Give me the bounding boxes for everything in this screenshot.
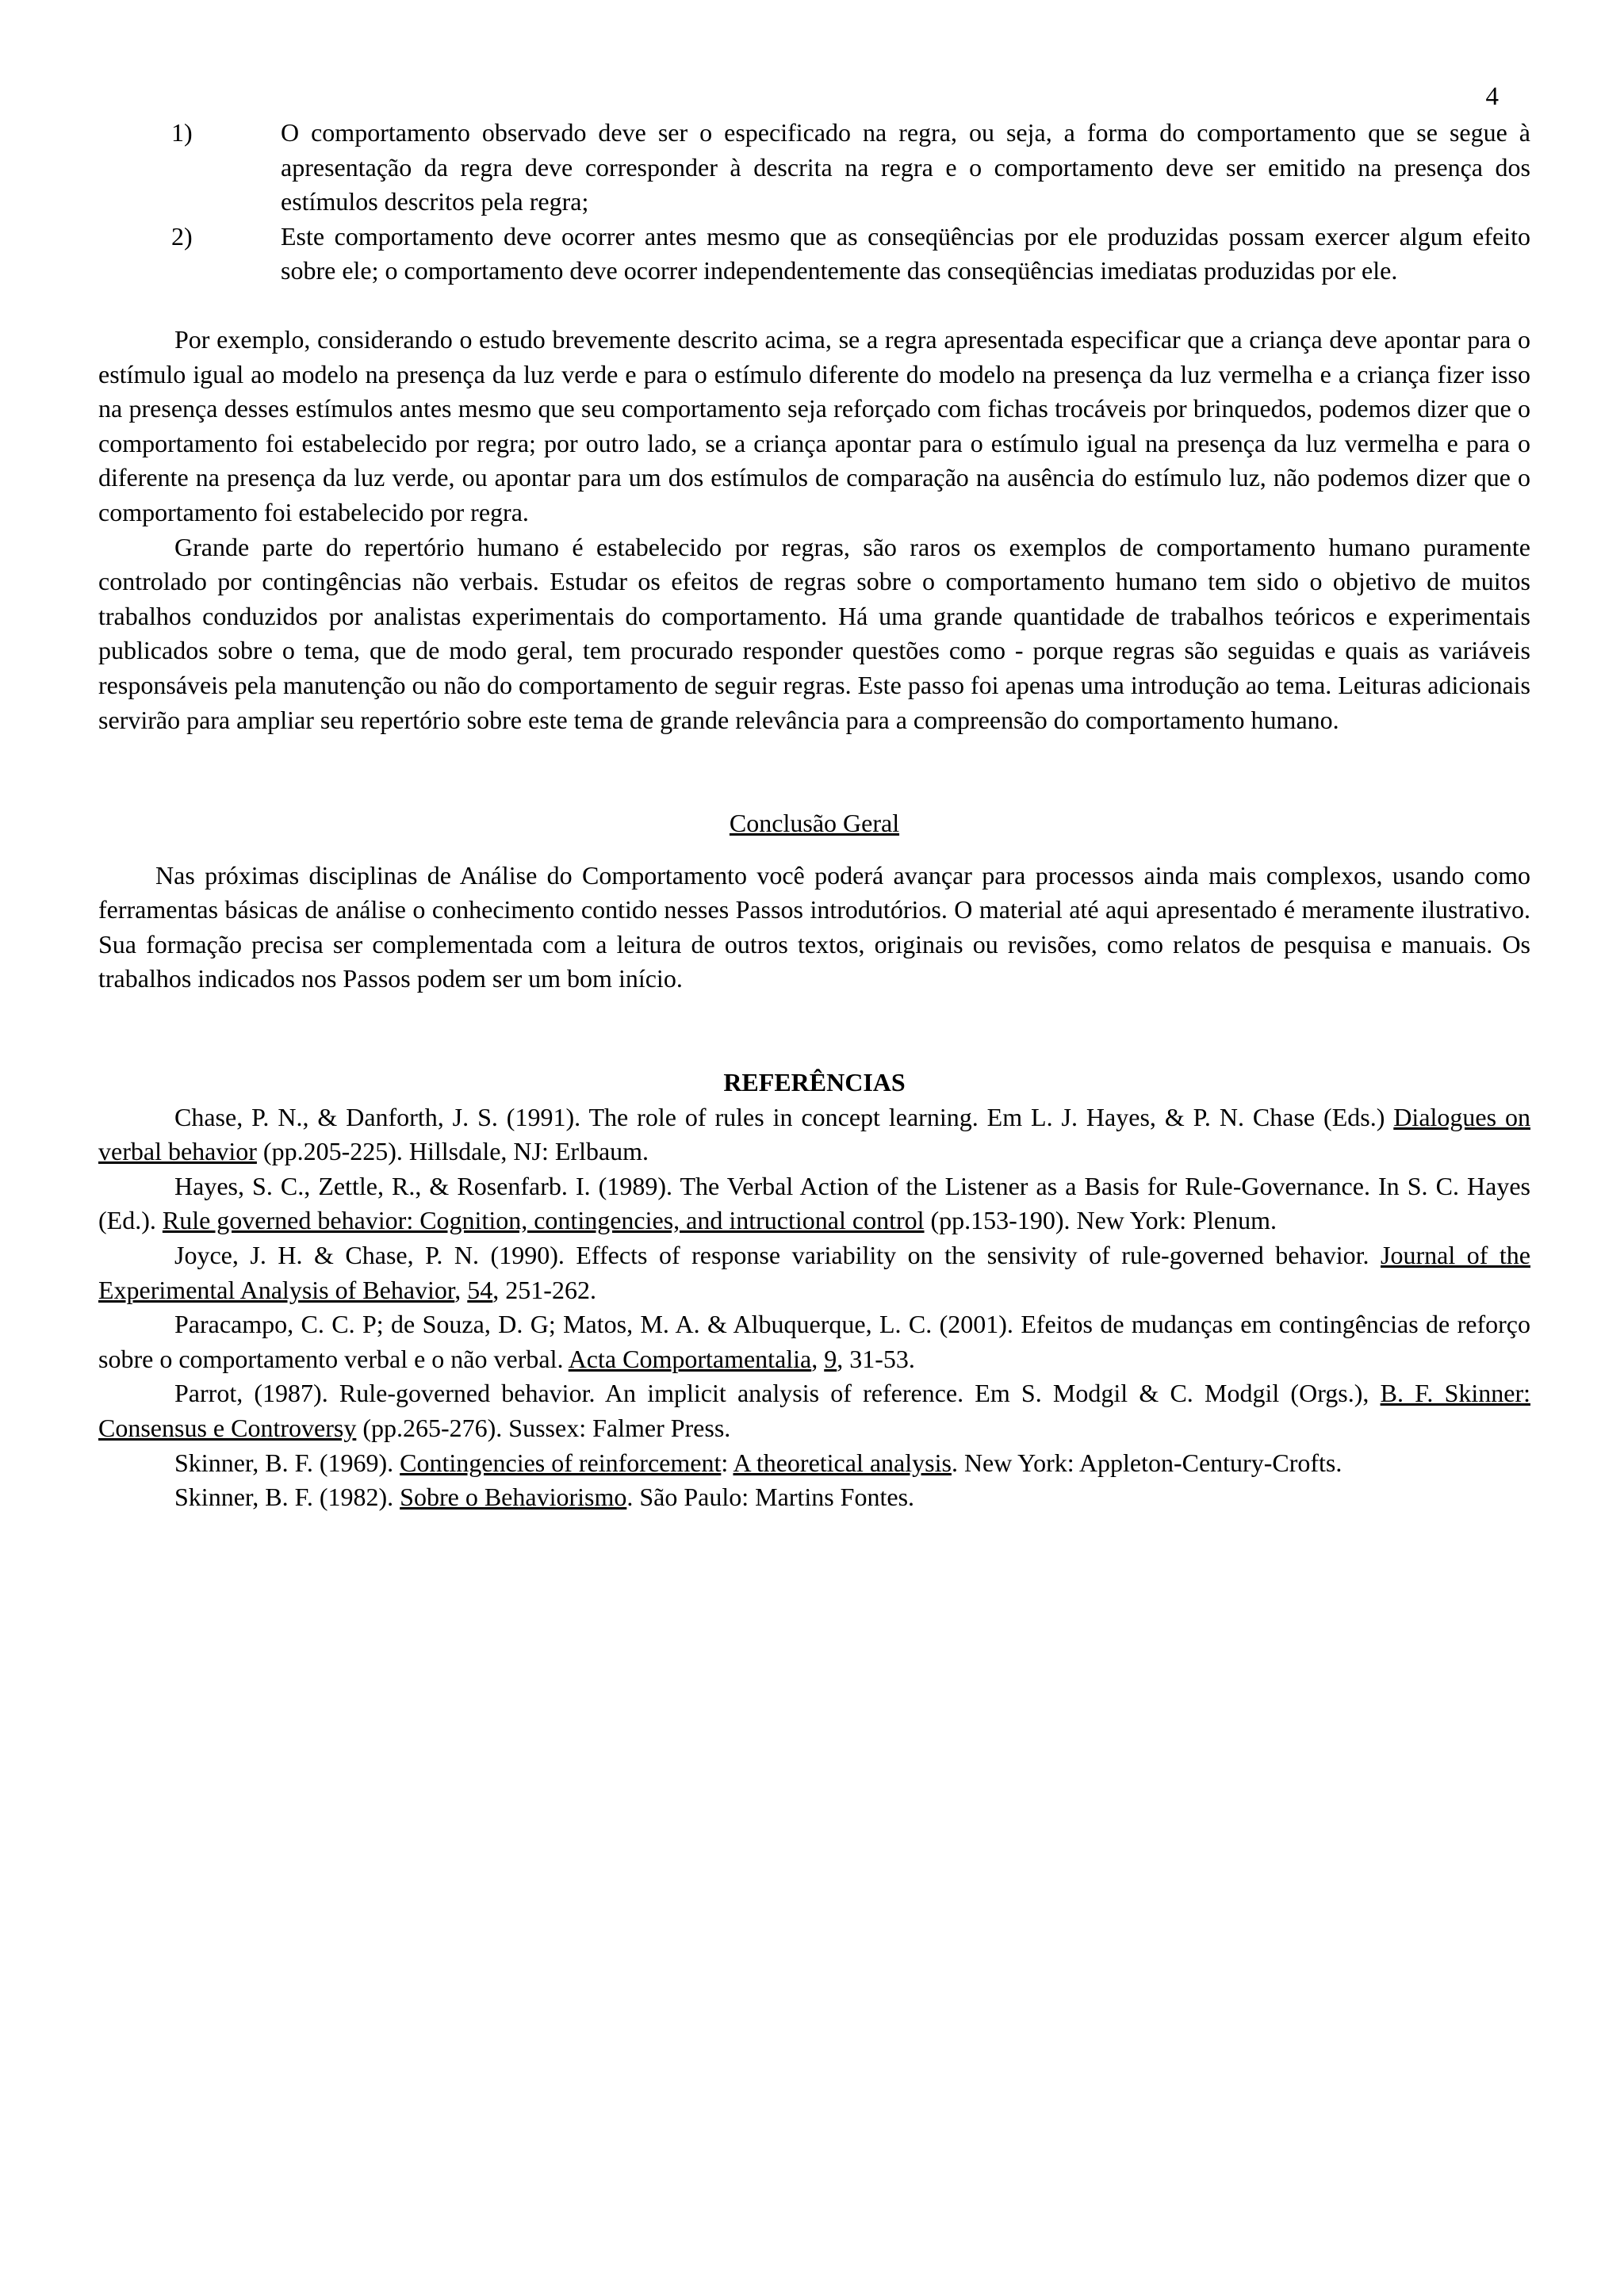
reference-title: Dialogues on verbal behavior bbox=[98, 1102, 1531, 1166]
reference-title: Contingencies of reinforcement bbox=[400, 1448, 722, 1477]
reference-text: , 31-53. bbox=[837, 1344, 915, 1373]
page-content bbox=[98, 116, 1530, 1515]
page-number: 4 bbox=[1485, 82, 1499, 111]
reference-entry bbox=[98, 1376, 1530, 1445]
reference-entry bbox=[98, 1307, 1530, 1376]
reference-text: Paracampo, C. C. P; de Souza, D. G; Matos, M. A. & Albuquerque, L. C. (2001). Efeitos de mudanças em contingências de reforço sobre o comportamento verbal e o não verbal. bbox=[98, 1310, 1530, 1373]
reference-title: 9 bbox=[824, 1344, 837, 1373]
list-item-number: 2) bbox=[171, 221, 193, 251]
reference-text: , bbox=[454, 1275, 468, 1304]
reference-text: , bbox=[811, 1344, 825, 1373]
list-item-text: O comportamento observado deve ser o especificado na regra, ou seja, a forma do comportamento que se segue à apresentação da regra deve corresponder à descrita na regra e o comportamento deve ser emitido na presença dos estímulos descritos pela regra; bbox=[281, 118, 1530, 216]
list-item-text: Este comportamento deve ocorrer antes mesmo que as conseqüências por ele produzidas possam exercer algum efeito sobre ele; o comportamento deve ocorrer independentemente das conseqüências imediatas produzidas por ele. bbox=[281, 221, 1530, 285]
reference-text: Chase, P. N., & Danforth, J. S. (1991). The role of rules in concept learning. Em L. J. Hayes, & P. N. Chase (Eds.) bbox=[174, 1102, 1394, 1131]
reference-text: Skinner, B. F. (1982). bbox=[174, 1483, 400, 1512]
list-item-number: 1) bbox=[171, 118, 193, 147]
reference-title: Acta Comportamentalia bbox=[568, 1344, 812, 1373]
list-item bbox=[98, 116, 1530, 220]
reference-entry bbox=[98, 1169, 1530, 1238]
list-item bbox=[98, 220, 1530, 289]
reference-title: 54 bbox=[467, 1275, 493, 1304]
reference-text: : bbox=[721, 1448, 733, 1477]
conclusion-title: Conclusão Geral bbox=[729, 809, 900, 838]
reference-entry bbox=[98, 1446, 1530, 1481]
reference-title: Sobre o Behaviorismo bbox=[400, 1483, 627, 1512]
reference-entry bbox=[98, 1238, 1530, 1307]
reference-text: Parrot, (1987). Rule-governed behavior. An implicit analysis of reference. Em S. Modgil & C. Modgil (Orgs.), bbox=[174, 1379, 1381, 1408]
conclusion-paragraph: Nas próximas disciplinas de Análise do Comportamento você poderá avançar para processos ainda mais complexos, usando como ferramentas básicas de análise o conhecimento contido nesses Passos introdutórios. O material até aqui apresentado é meramente ilustrativo. Sua formação precisa ser complementada com a leitura de outros textos, originais ou revisões, como relatos de pesquisa e manuais. Os trabalhos indicados nos Passos podem ser um bom início. bbox=[98, 860, 1530, 993]
reference-entry bbox=[98, 1100, 1530, 1169]
reference-list bbox=[98, 1100, 1530, 1515]
reference-text: Skinner, B. F. (1969). bbox=[174, 1448, 400, 1477]
reference-title: B. F. Skinner: Consensus e Controversy bbox=[98, 1379, 1531, 1442]
reference-title: Journal of the Experimental Analysis of Behavior bbox=[98, 1241, 1531, 1304]
reference-text: , 251-262. bbox=[492, 1275, 596, 1304]
reference-title: A theoretical analysis bbox=[733, 1448, 952, 1477]
body-paragraph: Por exemplo, considerando o estudo brevemente descrito acima, se a regra apresentada especificar que a criança deve apontar para o estímulo igual ao modelo na presença da luz verde e para o estímulo diferente do modelo na presença da luz vermelha e a criança fizer isso na presença desses estímulos antes mesmo que seu comportamento seja reforçado com fichas trocáveis por brinquedos, podemos dizer que o comportamento foi estabelecido por regra; por outro lado, se a criança apontar para o estímulo igual na presença da luz vermelha e para o diferente na presença da luz verde, ou apontar para um dos estímulos de comparação na ausência do estímulo luz, não podemos dizer que o comportamento foi estabelecido por regra. bbox=[98, 324, 1530, 526]
reference-text: . New York: Appleton-Century-Crofts. bbox=[951, 1448, 1342, 1477]
reference-title: Rule governed behavior: Cognition, contingencies, and intructional control bbox=[162, 1206, 925, 1235]
reference-text: Joyce, J. H. & Chase, P. N. (1990). Effects of response variability on the sensivity of rule-governed behavior. bbox=[174, 1241, 1381, 1270]
references-heading: REFERÊNCIAS bbox=[723, 1068, 906, 1097]
reference-text: (pp.265-276). Sussex: Falmer Press. bbox=[356, 1414, 731, 1442]
body-paragraph: Grande parte do repertório humano é estabelecido por regras, são raros os exemplos de comportamento humano puramente controlado por contingências não verbais. Estudar os efeitos de regras sobre o comportamento humano tem sido o objetivo de muitos trabalhos conduzidos por analistas experimentais do comportamento. Há uma grande quantidade de trabalhos teóricos e experimentais publicados sobre o tema, que de modo geral, tem procurado responder questões como - porque regras são seguidas e quais as variáveis responsáveis pela manutenção ou não do comportamento de seguir regras. Este passo foi apenas uma introdução ao tema. Leituras adicionais servirão para ampliar seu repertório sobre este tema de grande relevância para a compreensão do comportamento humano. bbox=[98, 532, 1530, 734]
reference-text: . São Paulo: Martins Fontes. bbox=[626, 1483, 915, 1512]
reference-text: Hayes, S. C., Zettle, R., & Rosenfarb. I. (1989). The Verbal Action of the Listener as a Basis for Rule-Governance. In S. C. Hayes (Ed.). bbox=[98, 1171, 1530, 1235]
reference-text: (pp.205-225). Hillsdale, NJ: Erlbaum. bbox=[256, 1137, 649, 1166]
reference-entry bbox=[98, 1480, 1530, 1515]
reference-text: (pp.153-190). New York: Plenum. bbox=[924, 1206, 1277, 1235]
